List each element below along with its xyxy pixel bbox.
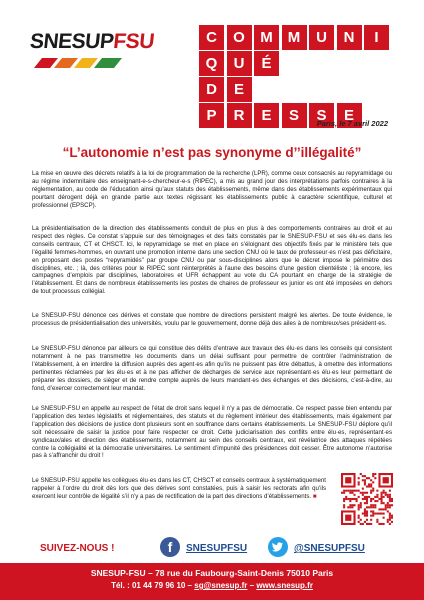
follow-us-label: SUIVEZ-NOUS ! xyxy=(40,543,115,554)
paragraph-4: Le SNESUP-FSU dénonce par ailleurs ce qui constitue des délits d’entrave aux travaux des élu·es dans les conseils qui consistent notamment à ne pas transmettre les documents dans un délai suffisant pour permettre de contrôler l’administration de l’établissement, à en interdire la diffusion auprès des agent·es afin qu’ils ne puissent pas être débattus, à omettre des informations pertinentes réclamées par les élu·es et à ne pas afficher de décharges de service aux représentant·es élu·es leur permettant de préparer les dossiers, de siéger et de rendre compte auprès de leurs mandant·es des échanges et des décisions, c’est-à-dire, au fond, d’exercer correctement leur mandat. xyxy=(32,345,392,392)
paragraph-1: La mise en œuvre des décrets relatifs à la loi de programmation de la recherche (LPR), comme ceux consacrés au repyramidage ou au régime indemnitaire des enseignant-e-s-chercheur-e-s (RIPEC), a mis au grand jour des interprétations parfois contraires à la réglementation, au code de l’éducation ainsi qu’aux statuts des établissements, même dans des établissements expérimentaux qui pourtant dérogent déjà en grande partie aux textes régissant les établissements public à caractère scientifique, culturel et professionnel (EPSCP). xyxy=(32,170,392,209)
press-release-date: Paris, le 7 avril 2022 xyxy=(316,119,388,128)
footer-phone: Tél. : 01 44 79 96 10 – xyxy=(111,581,193,590)
banner-tile-2-2: U xyxy=(227,51,252,76)
banner-tile-1-7: I xyxy=(364,25,389,50)
banner-tile-4-2: R xyxy=(227,103,252,128)
banner-tile-2-1: Q xyxy=(199,51,224,76)
logo-word-snesup: SNESUP xyxy=(28,30,115,53)
snesup-fsu-logo xyxy=(26,28,156,72)
logo-word-fsu: FSU xyxy=(112,30,156,53)
paragraph-5: Le SNESUP-FSU en appelle au respect de l’état de droit sans lequel il n’y a pas de démocratie. Ce respect passe bien entendu par l’application des textes législatifs et réglementaires, des statuts et du règlement intérieur des établissements, mais également par l’application des décisions de justice dont plusieurs sont en souffrance dans certains établissements. Le SNESUP-FSU déplore qu’il soit nécessaire de saisir la justice pour faire respecter ce droit. Cette judiciarisation des conflits entre élu·es, représentant·es syndicaux/ales et direction des établissements, notamment au sein des conseils centraux, est révélatrice des attaques répétées contre la collégialité et la démocratie universitaires. Le sentiment d’impunité des présidences doit cesser. Être autonome n’autorise pas à s’affranchir du droit ! xyxy=(32,405,392,460)
banner-tile-1-2: O xyxy=(227,25,252,50)
footer-bar xyxy=(0,563,424,600)
paragraph-3: Le SNESUP-FSU dénonce ces dérives et constate que nombre de directions persistent malgré les alertes. De toute évidence, le processus de présidentialisation des universités, voulu par le gouvernement, donne déjà des ailes à de nombreux/ses président·es. xyxy=(32,312,392,327)
paragraph-2: La présidentialisation de la direction des établissements conduit de plus en plus à des comportements contraires au droit et au respect des règles. Ce constat s’appuie sur des témoignages et des faits constatés par le SNESUP-FSU et ses élu·es dans les conseils centraux, CT et CHSCT. Ici, le repyramidage se met en place en s’éloignant des objectifs fixés par le ministère tels que l’égalité femmes-hommes, en ouvrant une promotion interne dans une section CNU où le taux de professeur·es n’est pas déficitaire, en proposant des postes “repyramidés” par groupe CNU ou par sous-disciplines alors que le décret impose le périmètre des disciplines, etc. ; là, des critères pour le RIPEC sont réinterprétés à l’aune des besoins d’une gestion clientéliste ; là encore, les campagnes d’emplois par disciplines, laboratoires et UFR échappent au vote du CA pourtant en charge de la stratégie de l’établissement. Et dans de nombreux établissements les postes de chaires de professeur es junior es ont été imposées en dehors de tout processus collégial. xyxy=(32,225,392,296)
paragraph-6-text: Le SNESUP-FSU appelle les collègues élu·es dans les CT, CHSCT et conseils centraux à systématiquement rappeler à l’ordre du droit dès lors que des dérives sont constatées, puis à saisir les rectorats afin qu’ils exercent leur contrôle de légalité s’il n’y a pas de rectification de la part des directions d’établissements. xyxy=(32,477,326,500)
communique-de-presse-banner xyxy=(199,25,389,125)
logo-stripes-graphic xyxy=(30,58,126,68)
banner-tile-4-4: S xyxy=(282,103,307,128)
qr-code[interactable] xyxy=(341,473,393,525)
twitter-link[interactable]: @SNESUPFSU xyxy=(294,543,365,554)
press-release-title: “L’autonomie n’est pas synonyme d’’illégalité” xyxy=(62,145,362,160)
banner-tile-1-3: M xyxy=(254,25,279,50)
banner-tile-1-1: C xyxy=(199,25,224,50)
footer-website-link[interactable]: www.snesup.fr xyxy=(256,581,313,590)
banner-tile-1-5: U xyxy=(309,25,334,50)
facebook-icon[interactable]: f xyxy=(160,537,180,557)
banner-tile-1-6: N xyxy=(337,25,362,50)
banner-tile-4-3: E xyxy=(254,103,279,128)
banner-tile-4-6: E xyxy=(337,103,362,128)
footer-separator: – xyxy=(249,581,255,590)
end-mark: ■ xyxy=(312,492,317,500)
footer-email-link[interactable]: sg@snesup.fr xyxy=(194,581,248,590)
footer-address: SNESUP-FSU – 78 rue du Faubourg-Saint-Denis 75010 Paris xyxy=(90,568,334,578)
banner-tile-4-1: P xyxy=(199,103,224,128)
banner-tile-1-4: M xyxy=(282,25,307,50)
paragraph-6 xyxy=(32,477,326,501)
banner-tile-2-3: É xyxy=(254,51,279,76)
banner-tile-3-1: D xyxy=(199,77,224,102)
banner-tile-3-2: E xyxy=(227,77,252,102)
footer-contact xyxy=(0,581,424,590)
twitter-icon[interactable] xyxy=(268,537,288,557)
banner-tile-4-5: S xyxy=(309,103,334,128)
facebook-link[interactable]: SNESUPFSU xyxy=(186,543,248,554)
